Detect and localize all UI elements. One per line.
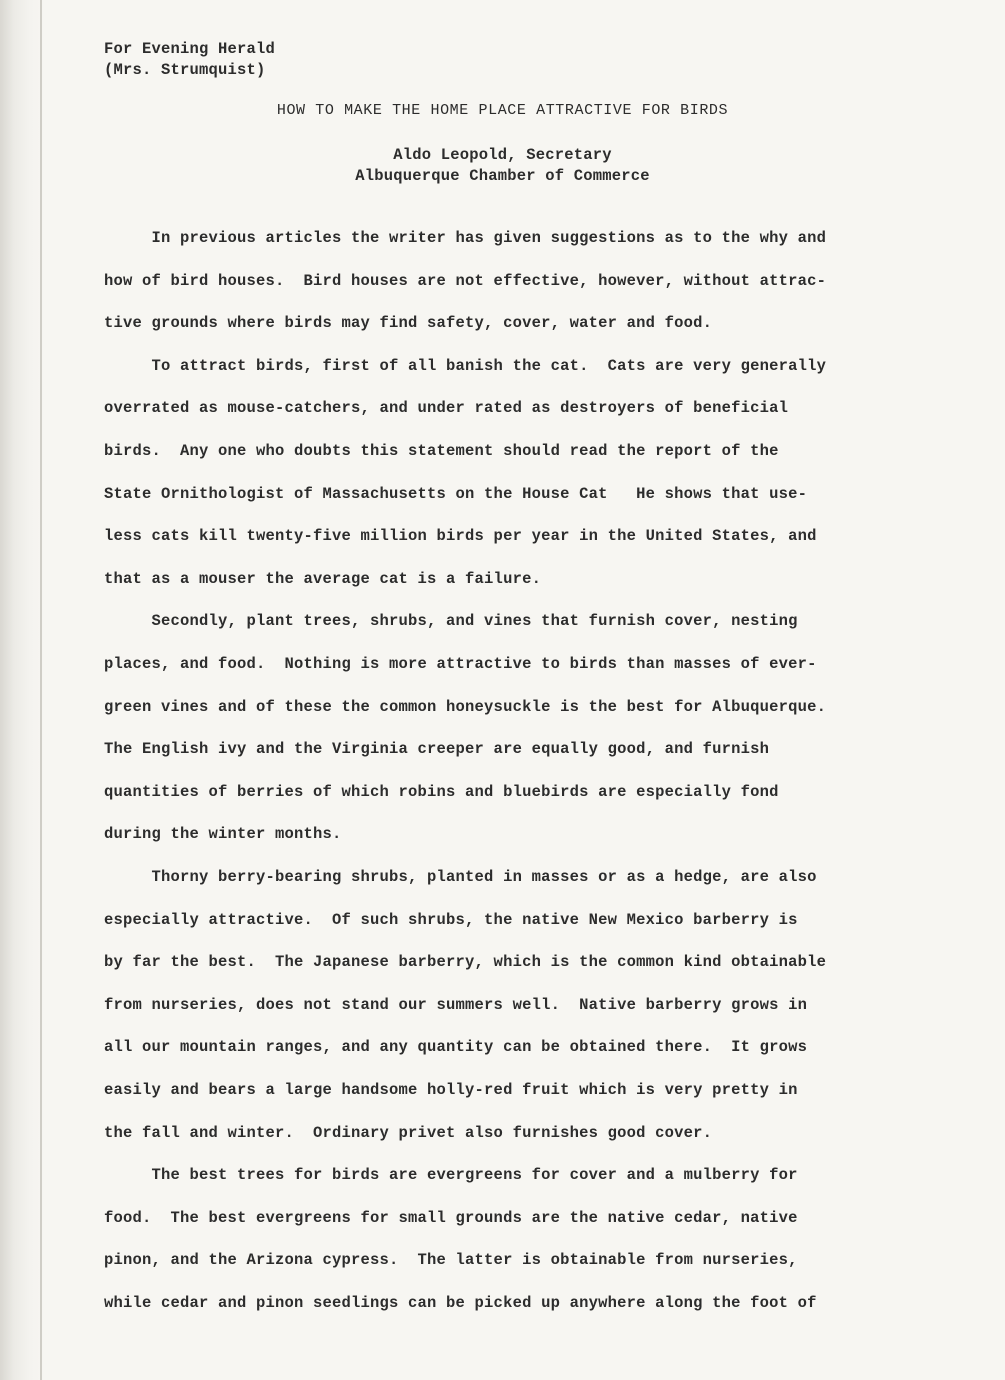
body-line: overrated as mouse-catchers, and under rated as destroyers of beneficial (104, 399, 789, 418)
body-line: pinon, and the Arizona cypress. The latter is obtainable from nurseries, (104, 1251, 798, 1270)
body-line: especially attractive. Of such shrubs, the native New Mexico barberry is (104, 910, 798, 929)
body-line: all our mountain ranges, and any quantity can be obtained there. It grows (104, 1038, 808, 1057)
body-line: the fall and winter. Ordinary privet also furnishes good cover. (104, 1123, 713, 1142)
body-line: by far the best. The Japanese barberry, which is the common kind obtainable (104, 953, 827, 972)
body-line: Secondly, plant trees, shrubs, and vines that furnish cover, nesting (104, 612, 798, 631)
body-line: The best trees for birds are evergreens for cover and a mulberry for (104, 1166, 798, 1185)
body-line: tive grounds where birds may find safety, cover, water and food. (104, 314, 713, 333)
body-line: less cats kill twenty-five million birds per year in the United States, and (104, 527, 817, 546)
header-line-1: For Evening Herald (104, 40, 276, 58)
body-line: birds. Any one who doubts this statement should read the report of the (104, 442, 779, 460)
body-line: To attract birds, first of all banish the cat. Cats are very generally (104, 356, 827, 375)
document-title: HOW TO MAKE THE HOME PLACE ATTRACTIVE FOR BIRDS (276, 102, 729, 119)
body-line: quantities of berries of which robins and bluebirds are especially fond (104, 782, 779, 801)
body-line: from nurseries, does not stand our summers well. Native barberry grows in (104, 995, 808, 1014)
body-line: while cedar and pinon seedlings can be picked up anywhere along the foot of (104, 1294, 817, 1312)
body-line: green vines and of these the common honeysuckle is the best for Albuquerque. (104, 697, 827, 716)
body-line: Thorny berry-bearing shrubs, planted in masses or as a hedge, are also (104, 868, 817, 886)
author-organization: Albuquerque Chamber of Commerce (355, 167, 650, 185)
body-line: The English ivy and the Virginia creeper are equally good, and furnish (104, 740, 770, 759)
body-line: during the winter months. (104, 825, 342, 844)
author-name: Aldo Leopold, Secretary (393, 146, 612, 164)
body-line: easily and bears a large handsome holly-red fruit which is very pretty in (104, 1081, 798, 1099)
header-line-2: (Mrs. Strumquist) (104, 61, 266, 79)
page-fold-line (40, 0, 42, 1380)
body-line: how of bird houses. Bird houses are not effective, however, without attrac- (104, 271, 827, 290)
body-line: food. The best evergreens for small grounds are the native cedar, native (104, 1208, 798, 1227)
body-line: that as a mouser the average cat is a failure. (104, 569, 542, 588)
body-line: In previous articles the writer has given suggestions as to the why and (104, 229, 827, 247)
body-line: places, and food. Nothing is more attractive to birds than masses of ever- (104, 655, 817, 673)
body-line: State Ornithologist of Massachusetts on the House Cat He shows that use- (104, 484, 808, 503)
